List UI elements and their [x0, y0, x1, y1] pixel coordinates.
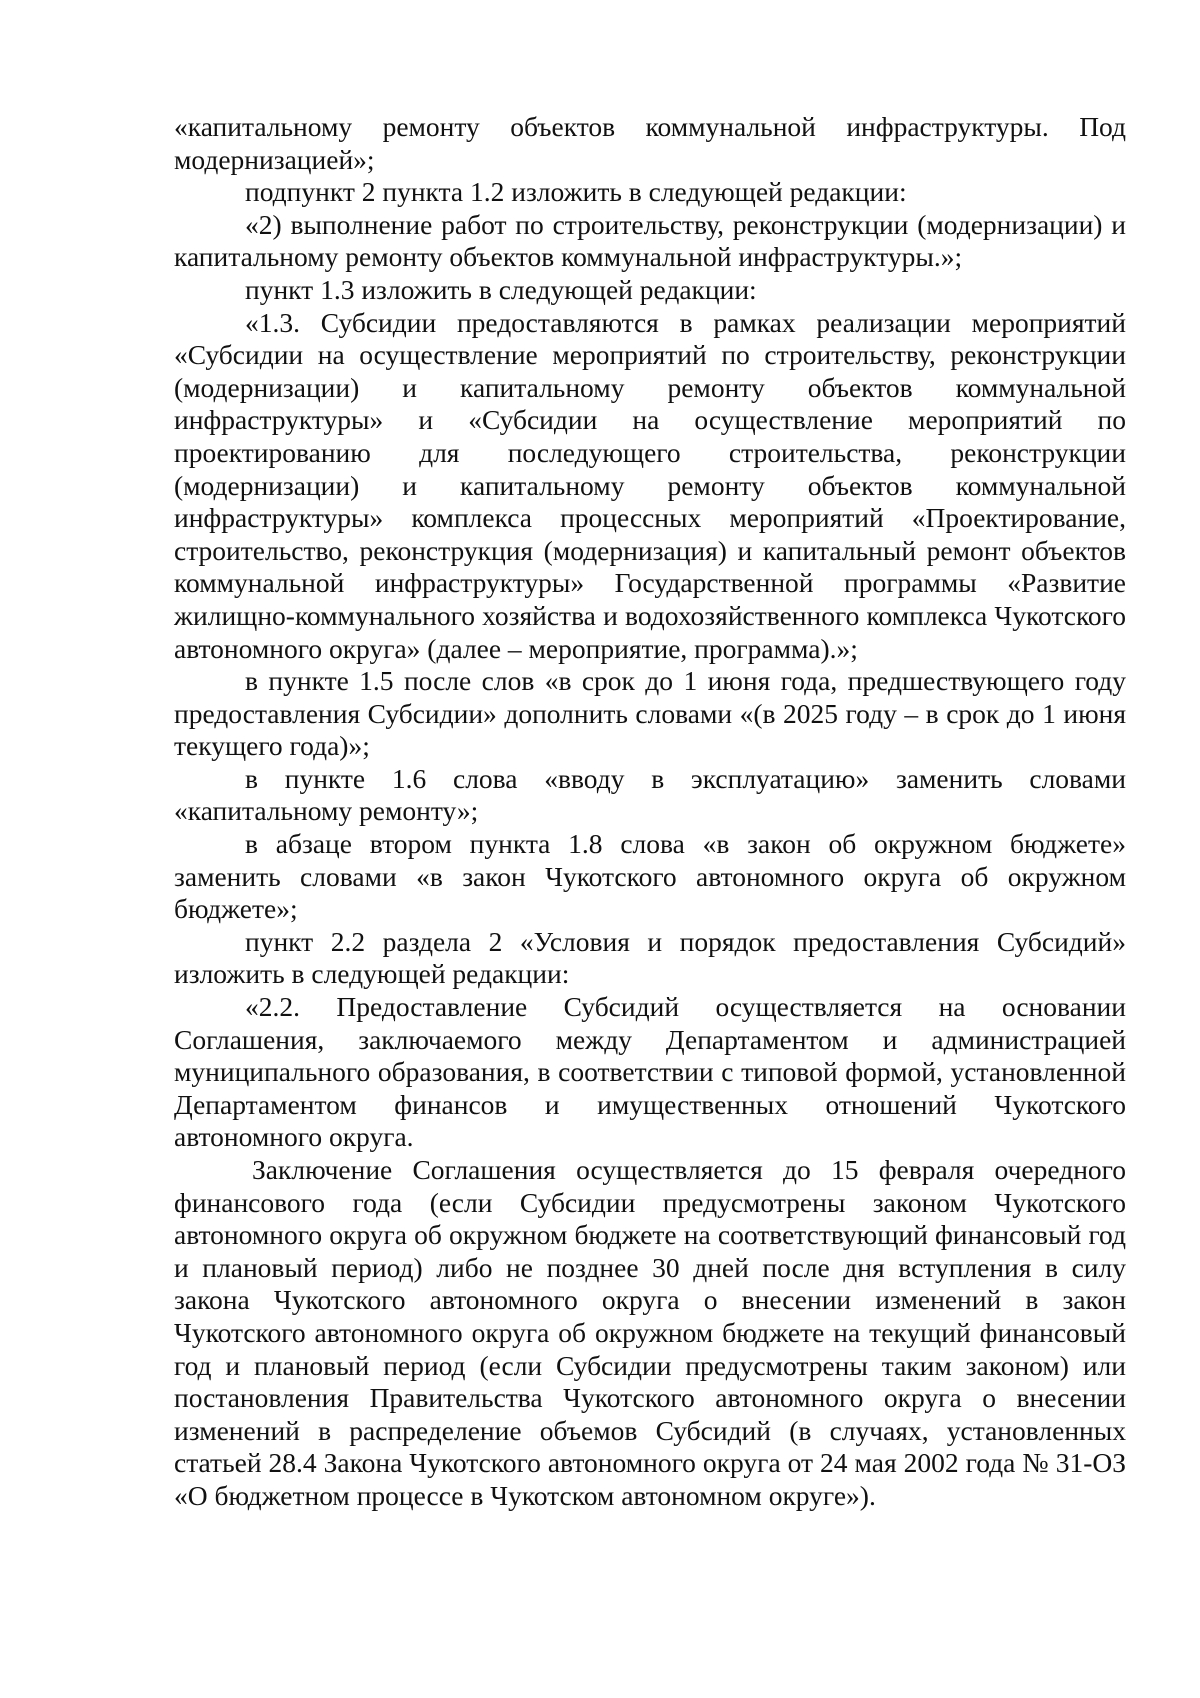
document-body [174, 111, 1126, 1513]
paragraph-agreement-conclusion: Заключение Соглашения осуществляется до 15 февраля очередного финансового года (если Субсидии предусмотрены законом Чукотского автономного округа об окружном бюджете на соответствующий финансовый год и плановый период) либо не позднее 30 дней после дня вступления в силу закона Чукотского автономного округа о внесении изменений в закон Чукотского автономного округа об окружном бюджете на текущий финансовый год и плановый период (если Субсидии предусмотрены таким законом) или постановления Правительства Чукотского автономного округа о внесении изменений в распределение объемов Субсидий (в случаях, установленных статьей 28.4 Закона Чукотского автономного округа от 24 мая 2002 года № 31-ОЗ «О бюджетном процессе в Чукотском автономном округе»). [174, 1154, 1126, 1511]
paragraph-quote-subitem-2: «2) выполнение работ по строительству, реконструкции (модернизации) и капитальному ремонту объектов коммунальной инфраструктуры.»; [174, 208, 1126, 273]
paragraph-amendment-1-6: в пункте 1.6 слова «вводу в эксплуатацию» заменить словами «капитальному ремонту»; [174, 762, 1126, 827]
paragraph-quote-1-3: «1.3. Субсидии предоставляются в рамках реализации мероприятий «Субсидии на осуществление мероприятий по строительству, реконструкции (модернизации) и капитальному ремонту объектов коммунальной инфраструктуры» и «Субсидии на осуществление мероприятий по проектированию для последующего строительства, реконструкции (модернизации) и капитальному ремонту объектов коммунальной инфраструктуры» комплекса процессных мероприятий «Проектирование, строительство, реконструкция (модернизация) и капитальный ремонт объектов коммунальной инфраструктуры» Государственной программы «Развитие жилищно-коммунального хозяйства и водохозяйственного комплекса Чукотского автономного округа» (далее – мероприятие, программа).»; [174, 306, 1126, 664]
paragraph-amendment-1-8: в абзаце втором пункта 1.8 слова «в закон об окружном бюджете» заменить словами «в закон Чукотского автономного округа об окружном бюджете»; [174, 828, 1126, 925]
paragraph-amendment-1-3: пункт 1.3 изложить в следующей редакции: [245, 273, 757, 305]
paragraph-amendment-1-5: в пункте 1.5 после слов «в срок до 1 июня года, предшествующего году предоставления Субсидии» дополнить словами «(в 2025 году – в срок до 1 июня текущего года)»; [174, 665, 1126, 762]
paragraph-amendment-2-2: пункт 2.2 раздела 2 «Условия и порядок предоставления Субсидий» изложить в следующей редакции: [174, 925, 1126, 990]
paragraph-amendment-1-2: подпункт 2 пункта 1.2 изложить в следующей редакции: [245, 176, 907, 208]
paragraph-quote-2-2: «2.2. Предоставление Субсидий осуществляется на основании Соглашения, заключаемого между Департаментом и администрацией муниципального образования, в соответствии с типовой формой, установленной Департаментом финансов и имущественных отношений Чукотского автономного округа. [174, 991, 1126, 1153]
paragraph-continuation: «капитальному ремонту объектов коммунальной инфраструктуры. Под модернизацией»; [174, 111, 1126, 175]
